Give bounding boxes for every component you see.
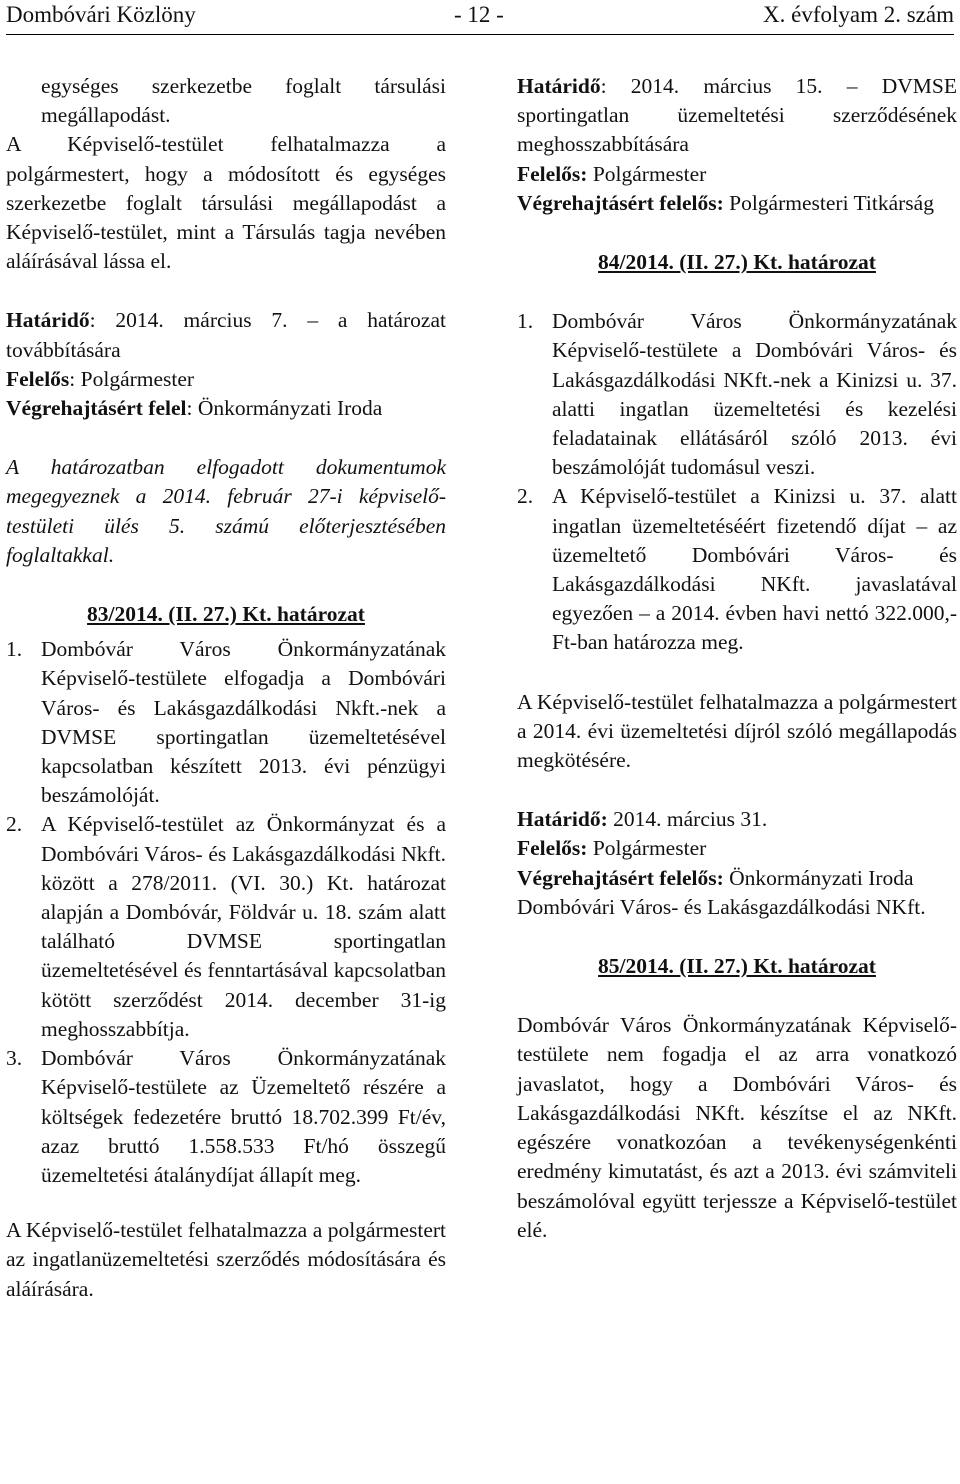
executor-text: Polgármesteri Titkárság xyxy=(723,190,934,215)
executor-text: : Önkormányzati Iroda xyxy=(186,396,383,421)
responsible-line xyxy=(517,160,957,189)
page-number: - 12 - xyxy=(454,2,504,27)
responsible-text: Polgármester xyxy=(587,161,707,186)
item-text: A Képviselő-testület a Kinizsi u. 37. alatt ingatlan üzemeltetéséért fizetendő díjat – az üzemeltető Dombóvári Város- és Lakásgazdálkodási NKft. javaslatával egyezően – a 2014. évben havi nettó 322.000,-Ft-ban határozza meg. xyxy=(552,484,957,655)
continued-text-line: egységes szerkezetbe foglalt társulási xyxy=(41,74,446,98)
continued-text-line: megállapodást. xyxy=(41,103,171,128)
executor-label: Végrehajtásért felelős: xyxy=(517,190,724,215)
responsible-label: Felelős: xyxy=(517,836,588,861)
item-number: 3. xyxy=(6,1046,23,1071)
responsible-line xyxy=(6,365,446,394)
deadline-label: Határidő xyxy=(517,74,601,98)
executor-text: Önkormányzati Iroda xyxy=(723,865,914,890)
responsible-text: : Polgármester xyxy=(69,366,195,391)
executor-line xyxy=(517,864,957,893)
executor-label: Végrehajtásért felelős: xyxy=(517,865,724,890)
resolution-title: 83/2014. (II. 27.) Kt. határozat xyxy=(87,602,365,627)
page-header xyxy=(6,0,954,35)
resolution-paragraph: Dombóvár Város Önkormányzatának Képviselő-testülete nem fogadja el az arra vonatkozó javaslatot, hogy a Dombóvári Város- és Lakásgazdálkodási NKft. készítse el az NKft. egészére vonatkozóan a tevékenységenkénti eredmény kimutatást, és azt a 2013. évi számviteli beszámolóval együtt terjessze a Képviselő-testület elé. xyxy=(517,1013,957,1242)
deadline-label: Határidő xyxy=(6,308,90,333)
resolution-item xyxy=(6,810,446,1044)
resolution-item xyxy=(517,482,957,657)
item-text: Dombóvár Város Önkormányzatának Képviselő-testülete a Dombóvári Város- és Lakásgazdálkodási NKft.-nek a Kinizsi u. 37. alatti ingatlan üzemeltetési és kezelési feladatainak ellátásáról szóló 2013. évi beszámolóját tudomásul veszi. xyxy=(552,309,957,480)
final-paragraph: A Képviselő-testület felhatalmazza a polgármestert az ingatlanüzemeltetési szerződés módosítására és aláírására. xyxy=(6,1218,446,1301)
item-number: 1. xyxy=(517,309,534,334)
publication-title: Dombóvári Közlöny xyxy=(6,2,196,27)
issue-info: X. évfolyam 2. szám xyxy=(763,2,954,27)
executor-label: Végrehajtásért felel xyxy=(6,396,187,421)
deadline-label: Határidő: xyxy=(517,807,608,832)
resolution-item xyxy=(6,635,446,810)
executor-line xyxy=(517,189,957,218)
deadline-line xyxy=(517,805,957,834)
item-text: Dombóvár Város Önkormányzatának Képviselő-testülete az Üzemeltető részére a költségek fedezetére bruttó 18.702.399 Ft/év, azaz bruttó 1.558.533 Ft/hó összegű üzemeltetési átalánydíjat állapít meg. xyxy=(41,1046,446,1187)
deadline-line xyxy=(517,72,957,160)
item-text: A Képviselő-testület az Önkormányzat és a Dombóvári Város- és Lakásgazdálkodási Nkft. között a 278/2011. (VI. 30.) Kt. határozat alapján a Dombóvár, Földvár u. 18. szám alatt található DVMSE sportingatlan üzemeltetésével és fenntartásával kapcsolatban kötött szerződést 2014. december 31-ig meghosszabbítja. xyxy=(41,812,446,1041)
executor-extra: Dombóvári Város- és Lakásgazdálkodási NKft. xyxy=(517,894,926,919)
resolution-title: 85/2014. (II. 27.) Kt. határozat xyxy=(598,954,876,979)
executor-line xyxy=(6,394,446,423)
right-column xyxy=(517,72,957,1245)
deadline-line xyxy=(6,306,446,364)
resolution-item xyxy=(6,1044,446,1190)
item-number: 1. xyxy=(6,637,23,662)
resolution-title: 84/2014. (II. 27.) Kt. határozat xyxy=(598,250,876,275)
authorization-paragraph: A Képviselő-testület felhatalmazza a polgármestert a 2014. évi üzemeltetési díjról szóló megállapodás megkötésére. xyxy=(517,689,957,773)
authorization-paragraph: A Képviselő-testület felhatalmazza a polgármestert, hogy a módosított és egységes szerkezetbe foglalt társulási megállapodást a Képviselő-testület, mint a Társulás tagja nevében aláírásával lássa el. xyxy=(6,132,446,274)
responsible-label: Felelős: xyxy=(517,161,588,186)
responsible-line xyxy=(517,834,957,863)
resolution-item xyxy=(517,307,957,482)
item-text: Dombóvár Város Önkormányzatának Képviselő-testülete elfogadja a Dombóvári Város- és Lakásgazdálkodási Nkft.-nek a DVMSE sportingatlan üzemeltetésével kapcsolatban készített 2013. évi pénzügyi beszámolóját. xyxy=(41,637,446,808)
deadline-text: : 2014. március 15. – DVMSE sportingatlan üzemeltetési szerződésének meghosszabbítására xyxy=(517,74,957,157)
responsible-text: Polgármester xyxy=(587,836,707,861)
deadline-text: : 2014. március 7. – a határozat továbbítására xyxy=(6,308,446,362)
responsible-label: Felelős xyxy=(6,366,70,391)
item-number: 2. xyxy=(517,484,534,509)
item-number: 2. xyxy=(6,812,23,837)
left-column xyxy=(6,72,446,1304)
italic-note: A határozatban elfogadott dokumentumok megegyeznek a 2014. február 27-i képviselő-testületi ülés 5. számú előterjesztésében foglaltakkal. xyxy=(6,455,446,567)
deadline-text: 2014. március 31. xyxy=(607,807,768,832)
